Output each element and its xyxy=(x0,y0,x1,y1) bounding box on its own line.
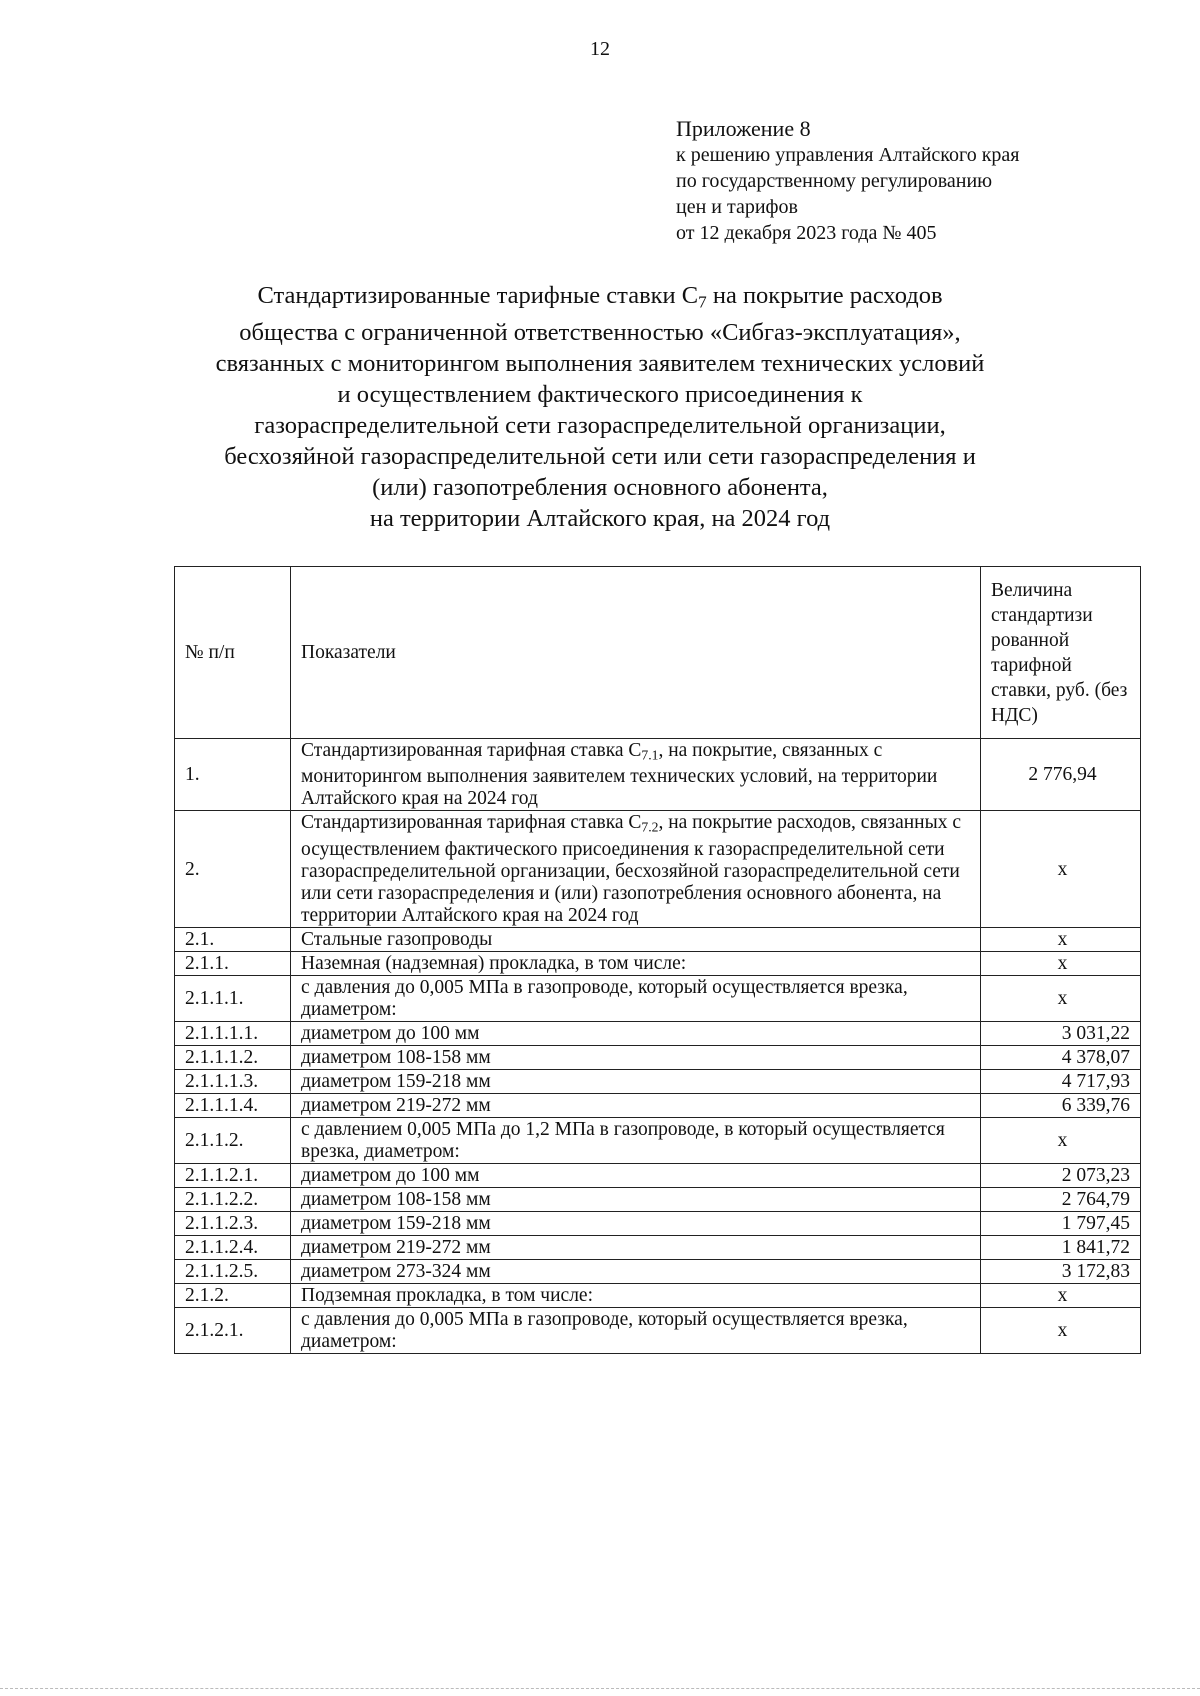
row-value: х xyxy=(981,975,1141,1021)
title-line: общества с ограниченной ответственностью «Сибгаз-эксплуатация», xyxy=(239,319,961,347)
header-indicator: Показатели xyxy=(291,567,981,739)
row-indicator: диаметром 219-272 мм xyxy=(291,1235,981,1259)
row-indicator: диаметром до 100 мм xyxy=(291,1163,981,1187)
row-value: 4 717,93 xyxy=(981,1069,1141,1093)
page-number: 12 xyxy=(590,38,610,60)
row-num: 2. xyxy=(175,811,291,927)
header-value: Величина стандартизи рованной тарифной ставки, руб. (без НДС) xyxy=(981,567,1141,739)
row-value: х xyxy=(981,927,1141,951)
row-value: 2 776,94 xyxy=(981,739,1141,811)
table-row xyxy=(175,1307,1141,1353)
title-line: газораспределительной сети газораспределительной организации, xyxy=(254,412,946,440)
appendix-line: от 12 декабря 2023 года № 405 xyxy=(676,222,937,244)
table-row xyxy=(175,1235,1141,1259)
row-indicator: диаметром 219-272 мм xyxy=(291,1093,981,1117)
table-row xyxy=(175,1283,1141,1307)
row-value: х xyxy=(981,1283,1141,1307)
appendix-line: по государственному регулированию xyxy=(676,170,993,192)
row-indicator: диаметром до 100 мм xyxy=(291,1021,981,1045)
row-indicator: с давления до 0,005 МПа в газопроводе, который осуществляется врезка, диаметром: xyxy=(291,975,981,1021)
row-indicator-sub: 7.1 xyxy=(641,747,659,763)
row-num: 2.1.1.2.4. xyxy=(175,1235,291,1259)
table-row xyxy=(175,1259,1141,1283)
row-indicator-pre: Стандартизированная тарифная ставка С xyxy=(301,812,642,834)
row-indicator xyxy=(291,811,981,927)
table-row xyxy=(175,1093,1141,1117)
appendix-line: к решению управления Алтайского края xyxy=(676,144,1020,166)
row-num: 2.1.1.1.2. xyxy=(175,1045,291,1069)
table-row xyxy=(175,927,1141,951)
row-num: 2.1.1.2.1. xyxy=(175,1163,291,1187)
table-row xyxy=(175,739,1141,811)
row-value: 4 378,07 xyxy=(981,1045,1141,1069)
table-row xyxy=(175,811,1141,927)
row-indicator: с давлением 0,005 МПа до 1,2 МПа в газопроводе, в который осуществляется врезка, диаметром: xyxy=(291,1117,981,1163)
row-indicator: Стальные газопроводы xyxy=(291,927,981,951)
title-line1-sub: 7 xyxy=(698,292,707,312)
table-row xyxy=(175,975,1141,1021)
table-row xyxy=(175,1117,1141,1163)
row-indicator xyxy=(291,739,981,811)
title-line1-pre: Стандартизированные тарифные ставки С xyxy=(257,282,699,309)
table-row xyxy=(175,1211,1141,1235)
title-line1-post: на покрытие расходов xyxy=(706,282,943,309)
row-indicator-sub: 7.2 xyxy=(641,819,659,835)
row-value: 1 841,72 xyxy=(981,1235,1141,1259)
row-num: 1. xyxy=(175,739,291,811)
row-indicator: диаметром 108-158 мм xyxy=(291,1187,981,1211)
scan-edge-line xyxy=(0,1688,1200,1689)
title-line: на территории Алтайского края, на 2024 год xyxy=(369,505,831,533)
row-num: 2.1.1.1. xyxy=(175,975,291,1021)
row-indicator-post: , на покрытие расходов, связанных с осуществлением фактического присоединения к газораспределительной сети газораспределительной организации, бесхозяйной газораспределительной сети или сети газораспределения и (или) газопотребления основного абонента, на территории Алтайского края на 2024 год xyxy=(301,812,961,926)
table-row xyxy=(175,1069,1141,1093)
document-title xyxy=(120,280,1080,534)
row-indicator: с давления до 0,005 МПа в газопроводе, который осуществляется врезка, диаметром: xyxy=(291,1307,981,1353)
title-line: и осуществлением фактического присоединения к xyxy=(337,381,863,409)
row-indicator: Наземная (надземная) прокладка, в том числе: xyxy=(291,951,981,975)
row-value: 6 339,76 xyxy=(981,1093,1141,1117)
row-value: 3 172,83 xyxy=(981,1259,1141,1283)
row-num: 2.1.2.1. xyxy=(175,1307,291,1353)
row-indicator-post: , на покрытие, связанных с мониторингом выполнения заявителем технических условий, на территории Алтайского края на 2024 год xyxy=(301,740,938,810)
table-row xyxy=(175,1163,1141,1187)
title-line xyxy=(120,280,1080,317)
row-value: х xyxy=(981,811,1141,927)
row-indicator: диаметром 273-324 мм xyxy=(291,1259,981,1283)
table-row xyxy=(175,1021,1141,1045)
row-indicator: диаметром 108-158 мм xyxy=(291,1045,981,1069)
row-value: 2 073,23 xyxy=(981,1163,1141,1187)
title-line: бесхозяйной газораспределительной сети или сети газораспределения и xyxy=(224,443,976,471)
row-value: х xyxy=(981,1307,1141,1353)
row-num: 2.1.2. xyxy=(175,1283,291,1307)
row-value: х xyxy=(981,1117,1141,1163)
row-num: 2.1. xyxy=(175,927,291,951)
appendix-block xyxy=(676,116,1020,246)
row-num: 2.1.1.1.1. xyxy=(175,1021,291,1045)
row-value: х xyxy=(981,951,1141,975)
row-num: 2.1.1.2.2. xyxy=(175,1187,291,1211)
table-row xyxy=(175,1045,1141,1069)
title-line: связанных с мониторингом выполнения заявителем технических условий xyxy=(215,350,985,378)
row-indicator: диаметром 159-218 мм xyxy=(291,1069,981,1093)
row-indicator: Подземная прокладка, в том числе: xyxy=(291,1283,981,1307)
row-value: 1 797,45 xyxy=(981,1211,1141,1235)
row-num: 2.1.1.2.3. xyxy=(175,1211,291,1235)
row-value: 3 031,22 xyxy=(981,1021,1141,1045)
row-indicator: диаметром 159-218 мм xyxy=(291,1211,981,1235)
row-num: 2.1.1.1.3. xyxy=(175,1069,291,1093)
row-num: 2.1.1.2.5. xyxy=(175,1259,291,1283)
appendix-line: цен и тарифов xyxy=(676,196,798,218)
header-num: № п/п xyxy=(175,567,291,739)
appendix-line: Приложение 8 xyxy=(676,116,811,141)
table-row xyxy=(175,1187,1141,1211)
table-row xyxy=(175,951,1141,975)
row-value: 2 764,79 xyxy=(981,1187,1141,1211)
tariff-table xyxy=(174,566,1141,1354)
table-header-row xyxy=(175,567,1141,739)
row-num: 2.1.1. xyxy=(175,951,291,975)
row-num: 2.1.1.1.4. xyxy=(175,1093,291,1117)
row-indicator-pre: Стандартизированная тарифная ставка С xyxy=(301,740,642,761)
row-num: 2.1.1.2. xyxy=(175,1117,291,1163)
title-line: (или) газопотребления основного абонента, xyxy=(372,474,828,502)
